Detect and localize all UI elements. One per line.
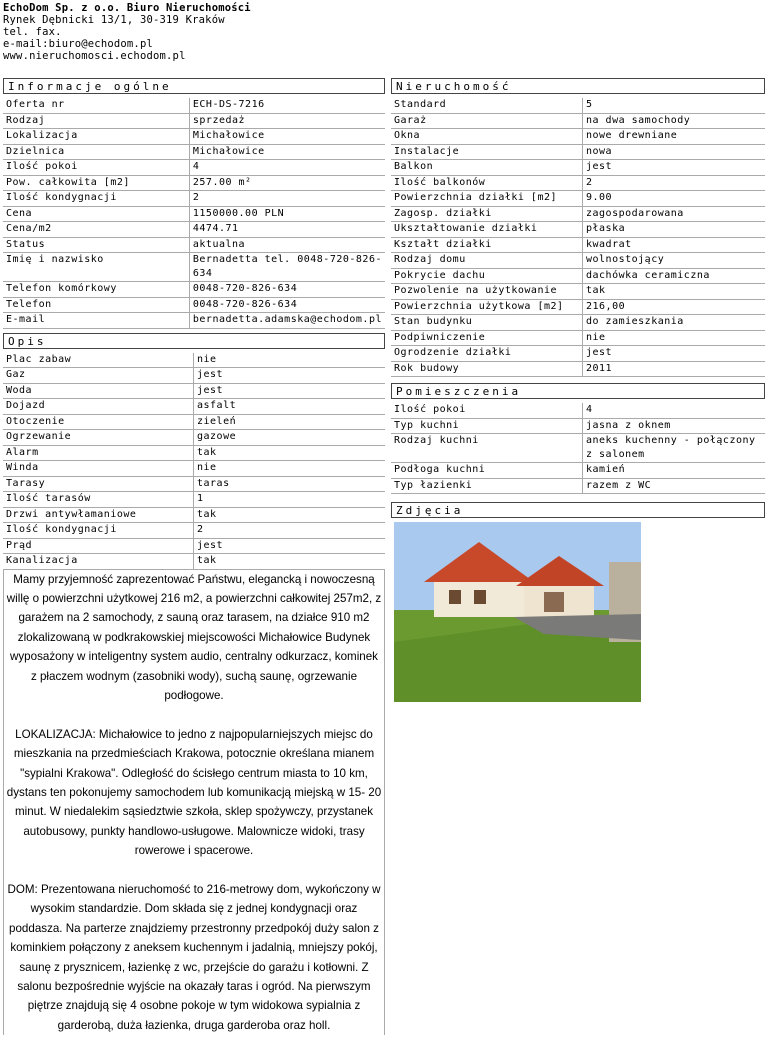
agency-email: e-mail:biuro@echodom.pl (3, 38, 153, 50)
property-value: jest (582, 160, 765, 176)
opis-row (3, 446, 385, 462)
rooms-label: Typ łazienki (391, 479, 582, 495)
property-value: 5 (582, 98, 765, 114)
property-label: Instalacje (391, 145, 582, 161)
opis-table (3, 353, 385, 570)
opis-row (3, 492, 385, 508)
general-row (3, 98, 385, 114)
description-paragraph: Mamy przyjemność zaprezentować Państwu, elegancką i nowoczesną willę o powierzchni użytkowej 216 m2, a powierzchni całkowitej 257m2, z garażem na 2 samochody, z sauną oraz tarasem, na działce 910 m2 zlokalizowaną w podkrakowskiej miejscowości Michałowice Budynek wyposażony w inteligentny system audio, centralny odkurzacz, kominek z płaczem wodnym (zasobniki wody), suchą saunę, ogrzewanie podłogowe. (6, 572, 382, 702)
opis-label: Gaz (3, 368, 193, 384)
property-value: płaska (582, 222, 765, 238)
general-label: Telefon (3, 298, 189, 314)
general-row (3, 160, 385, 176)
opis-row (3, 508, 385, 524)
property-row (391, 222, 765, 238)
property-row (391, 362, 765, 378)
opis-row (3, 353, 385, 369)
rooms-value: razem z WC (582, 479, 765, 495)
section-opis-title: Opis (3, 333, 385, 349)
rooms-row (391, 434, 765, 463)
property-value: na dwa samochody (582, 114, 765, 130)
rooms-value: kamień (582, 463, 765, 479)
general-row (3, 176, 385, 192)
property-label: Powierzchnia działki [m2] (391, 191, 582, 207)
opis-value: 1 (193, 492, 385, 508)
property-row (391, 269, 765, 285)
section-photos-title: Zdjęcia (391, 502, 765, 518)
general-label: E-mail (3, 313, 189, 329)
general-label: Ilość pokoi (3, 160, 189, 176)
property-value: tak (582, 284, 765, 300)
general-value: 4474.71 (189, 222, 385, 238)
general-label: Cena (3, 207, 189, 223)
property-label: Ukształtowanie działki (391, 222, 582, 238)
property-label: Powierzchnia użytkowa [m2] (391, 300, 582, 316)
property-row (391, 284, 765, 300)
property-row (391, 331, 765, 347)
property-row (391, 114, 765, 130)
opis-label: Winda (3, 461, 193, 477)
opis-value: asfalt (193, 399, 385, 415)
opis-label: Ilość tarasów (3, 492, 193, 508)
opis-row (3, 539, 385, 555)
property-label: Balkon (391, 160, 582, 176)
opis-row (3, 368, 385, 384)
rooms-row (391, 463, 765, 479)
property-label: Ogrodzenie działki (391, 346, 582, 362)
opis-label: Alarm (3, 446, 193, 462)
rooms-row (391, 479, 765, 495)
general-row (3, 313, 385, 329)
property-value: do zamieszkania (582, 315, 765, 331)
agency-phone: tel. fax. (3, 26, 62, 38)
general-value: ECH-DS-7216 (189, 98, 385, 114)
opis-value: tak (193, 508, 385, 524)
section-property-title: Nieruchomość (391, 78, 765, 94)
general-label: Lokalizacja (3, 129, 189, 145)
opis-row (3, 415, 385, 431)
opis-value: gazowe (193, 430, 385, 446)
general-value: 1150000.00 PLN (189, 207, 385, 223)
house-photo-illustration (394, 522, 641, 702)
opis-label: Drzwi antywłamaniowe (3, 508, 193, 524)
opis-label: Ilość kondygnacji (3, 523, 193, 539)
description-paragraph: LOKALIZACJA: Michałowice to jedno z najpopularniejszych miejsc do mieszkania na przedmieściach Krakowa, potocznie określana mianem "sypialni Krakowa". Odległość do ścisłego centrum miasta to 10 km, dystans ten pokonujemy samochodem lub komunikacją miejską w 15- 20 minut. W niedalekim sąsiedztwie szkoła, sklep spożywczy, przystanek autobusowy, punkty handlowo-usługowe. Malownicze widoki, trasy rowerowe i spacerowe. (6, 727, 382, 858)
opis-label: Tarasy (3, 477, 193, 493)
opis-value: tak (193, 554, 385, 570)
agency-header (3, 2, 251, 62)
general-table (3, 98, 385, 329)
property-label: Kształt działki (391, 238, 582, 254)
general-row (3, 114, 385, 130)
opis-value: tak (193, 446, 385, 462)
property-row (391, 98, 765, 114)
general-value: 0048-720-826-634 (189, 282, 385, 298)
general-value: Bernadetta tel. 0048-720-826-634 (189, 253, 385, 282)
opis-label: Plac zabaw (3, 353, 193, 369)
property-row (391, 315, 765, 331)
property-label: Podpiwniczenie (391, 331, 582, 347)
opis-label: Dojazd (3, 399, 193, 415)
general-label: Pow. całkowita [m2] (3, 176, 189, 192)
property-value: 2 (582, 176, 765, 192)
general-row (3, 222, 385, 238)
general-label: Telefon komórkowy (3, 282, 189, 298)
opis-row (3, 554, 385, 570)
description-paragraph: DOM: Prezentowana nieruchomość to 216-metrowy dom, wykończony w wysokim standardzie. Dom składa się z jednej kondygnacji oraz poddasza. Na parterze znajdziemy przestronny przedpokój duży salon z kominkiem połączony z aneksem kuchennym i jadalnią, mniejszy pokój, saunę z prysznicem, łazienkę z wc, przejście do garażu i kotłowni. Z salonu bezpośrednie wyjście na okazały taras i ogród. Na pierwszym piętrze znajdują się 4 osobne pokoje w tym widokowa sypialnia z garderobą, duża łazienka, druga garderoba oraz holl. (7, 882, 381, 1032)
property-label: Rodzaj domu (391, 253, 582, 269)
property-label: Stan budynku (391, 315, 582, 331)
opis-value: 2 (193, 523, 385, 539)
rooms-value: aneks kuchenny - połączony z salonem (582, 434, 765, 463)
property-row (391, 176, 765, 192)
general-row (3, 253, 385, 282)
rooms-label: Typ kuchni (391, 419, 582, 435)
property-value: dachówka ceramiczna (582, 269, 765, 285)
general-value: sprzedaż (189, 114, 385, 130)
agency-name: EchoDom Sp. z o.o. Biuro Nieruchomości (3, 2, 251, 14)
general-value: 2 (189, 191, 385, 207)
property-label: Pokrycie dachu (391, 269, 582, 285)
agency-address: Rynek Dębnicki 13/1, 30-319 Kraków (3, 14, 225, 26)
opis-row (3, 384, 385, 400)
opis-value: jest (193, 539, 385, 555)
opis-value: jest (193, 384, 385, 400)
rooms-table (391, 403, 765, 494)
property-label: Zagosp. działki (391, 207, 582, 223)
opis-value: jest (193, 368, 385, 384)
general-label: Rodzaj (3, 114, 189, 130)
property-value: jest (582, 346, 765, 362)
description (3, 570, 385, 1036)
opis-row (3, 523, 385, 539)
general-row (3, 298, 385, 314)
general-label: Oferta nr (3, 98, 189, 114)
general-label: Ilość kondygnacji (3, 191, 189, 207)
general-label: Status (3, 238, 189, 254)
opis-value: nie (193, 461, 385, 477)
property-label: Ilość balkonów (391, 176, 582, 192)
opis-row (3, 399, 385, 415)
general-value: bernadetta.adamska@echodom.pl (189, 313, 385, 329)
right-column (391, 78, 765, 702)
general-label: Dzielnica (3, 145, 189, 161)
general-row (3, 238, 385, 254)
opis-label: Prąd (3, 539, 193, 555)
opis-row (3, 461, 385, 477)
property-value: 2011 (582, 362, 765, 378)
general-value: 0048-720-826-634 (189, 298, 385, 314)
rooms-label: Ilość pokoi (391, 403, 582, 419)
opis-label: Kanalizacja (3, 554, 193, 570)
general-row (3, 207, 385, 223)
property-row (391, 238, 765, 254)
general-value: Michałowice (189, 129, 385, 145)
property-label: Okna (391, 129, 582, 145)
opis-row (3, 430, 385, 446)
property-value: 9.00 (582, 191, 765, 207)
property-value: nie (582, 331, 765, 347)
general-row (3, 282, 385, 298)
section-rooms-title: Pomieszczenia (391, 383, 765, 399)
property-value: nowa (582, 145, 765, 161)
general-row (3, 145, 385, 161)
property-value: kwadrat (582, 238, 765, 254)
rooms-label: Rodzaj kuchni (391, 434, 582, 463)
property-label: Garaż (391, 114, 582, 130)
opis-value: taras (193, 477, 385, 493)
rooms-value: 4 (582, 403, 765, 419)
left-column (3, 78, 385, 1055)
property-row (391, 300, 765, 316)
property-row (391, 253, 765, 269)
property-row (391, 145, 765, 161)
property-row (391, 129, 765, 145)
property-table (391, 98, 765, 377)
rooms-value: jasna z oknem (582, 419, 765, 435)
general-value: 4 (189, 160, 385, 176)
opis-label: Woda (3, 384, 193, 400)
opis-row (3, 477, 385, 493)
rooms-row (391, 419, 765, 435)
property-label: Standard (391, 98, 582, 114)
general-value: aktualna (189, 238, 385, 254)
general-row (3, 191, 385, 207)
general-label: Imię i nazwisko (3, 253, 189, 282)
property-label: Pozwolenie na użytkowanie (391, 284, 582, 300)
general-label: Cena/m2 (3, 222, 189, 238)
general-value: Michałowice (189, 145, 385, 161)
property-value: wolnostojący (582, 253, 765, 269)
opis-label: Ogrzewanie (3, 430, 193, 446)
property-row (391, 191, 765, 207)
opis-label: Otoczenie (3, 415, 193, 431)
section-general-title: Informacje ogólne (3, 78, 385, 94)
property-value: 216,00 (582, 300, 765, 316)
property-value: zagospodarowana (582, 207, 765, 223)
property-row (391, 160, 765, 176)
property-label: Rok budowy (391, 362, 582, 378)
property-row (391, 207, 765, 223)
property-row (391, 346, 765, 362)
rooms-label: Podłoga kuchni (391, 463, 582, 479)
general-value: 257.00 m² (189, 176, 385, 192)
rooms-row (391, 403, 765, 419)
opis-value: nie (193, 353, 385, 369)
property-value: nowe drewniane (582, 129, 765, 145)
general-row (3, 129, 385, 145)
agency-website: www.nieruchomosci.echodom.pl (3, 50, 186, 62)
property-photo[interactable] (394, 522, 641, 702)
opis-value: zieleń (193, 415, 385, 431)
